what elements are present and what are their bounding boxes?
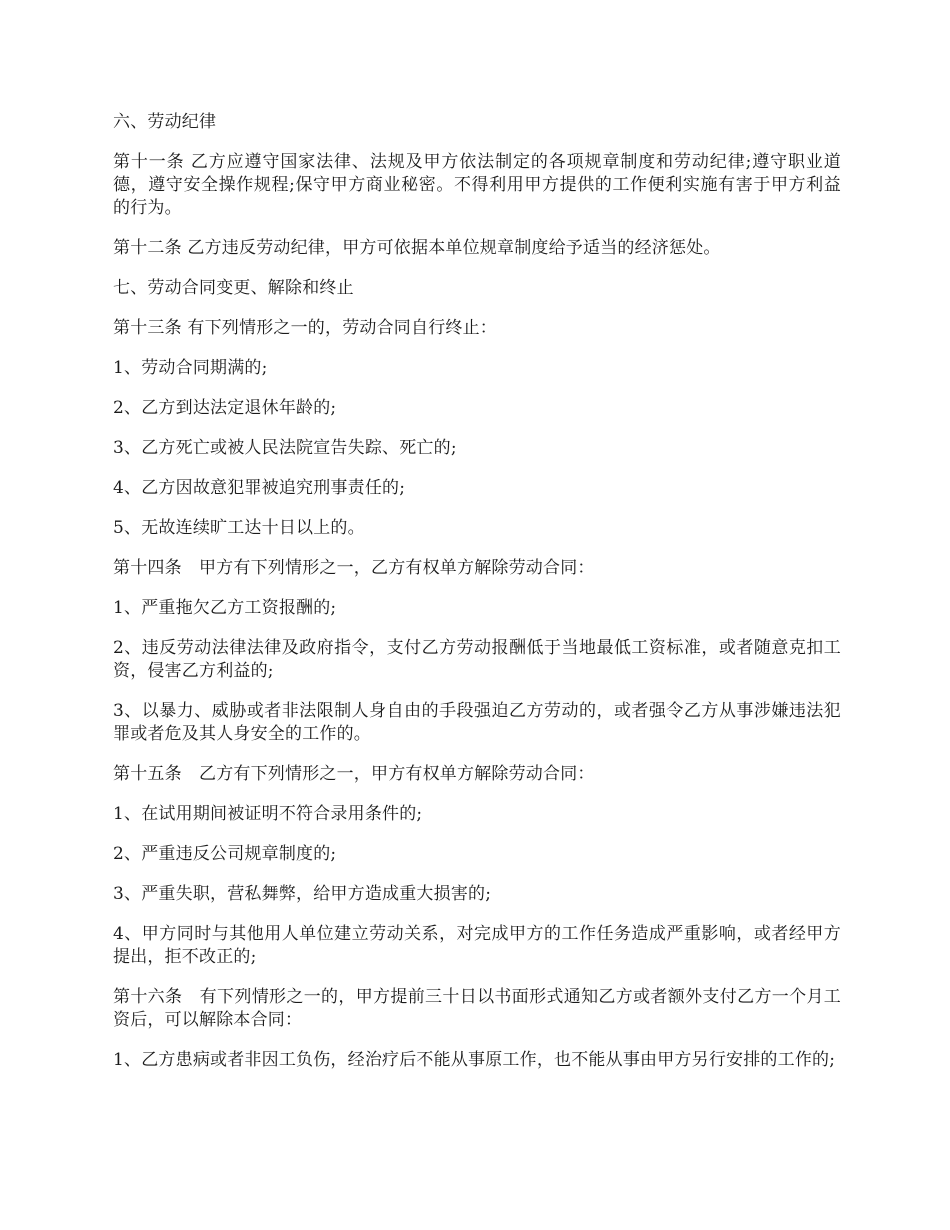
list-item: 5、无故连续旷工达十日以上的。 <box>113 518 365 538</box>
list-item: 3、以暴力、威胁或者非法限制人身自由的手段强迫乙方劳动的，或者强令乙方从事涉嫌违法犯罪或者危及其人身安全的工作的。 <box>113 701 841 744</box>
list-item: 1、劳动合同期满的; <box>113 358 268 378</box>
article-14: 第十四条 甲方有下列情形之一，乙方有权单方解除劳动合同： <box>113 558 595 578</box>
article-13: 第十三条 有下列情形之一的，劳动合同自行终止： <box>113 318 498 338</box>
list-item: 3、严重失职，营私舞弊，给甲方造成重大损害的; <box>113 884 492 904</box>
list-item: 1、在试用期间被证明不符合录用条件的; <box>113 804 423 824</box>
list-item: 4、乙方因故意犯罪被追究刑事责任的; <box>113 478 406 498</box>
list-item: 2、乙方到达法定退休年龄的; <box>113 398 337 418</box>
article-15: 第十五条 乙方有下列情形之一，甲方有权单方解除劳动合同： <box>113 764 595 784</box>
list-item: 2、违反劳动法律法律及政府指令，支付乙方劳动报酬低于当地最低工资标准，或者随意克扣工资，侵害乙方利益的; <box>113 638 841 681</box>
list-item: 4、甲方同时与其他用人单位建立劳动关系，对完成甲方的工作任务造成严重影响，或者经甲方提出，拒不改正的; <box>113 924 841 967</box>
list-item: 1、严重拖欠乙方工资报酬的; <box>113 598 337 618</box>
article-11: 第十一条 乙方应遵守国家法律、法规及甲方依法制定的各项规章制度和劳动纪律;遵守职业道德，遵守安全操作规程;保守甲方商业秘密。不得利用甲方提供的工作便利实施有害于甲方利益的行为。 <box>113 152 841 218</box>
list-item: 3、乙方死亡或被人民法院宣告失踪、死亡的; <box>113 438 457 458</box>
list-item: 2、严重违反公司规章制度的; <box>113 844 337 864</box>
article-12: 第十二条 乙方违反劳动纪律，甲方可依据本单位规章制度给予适当的经济惩处。 <box>113 238 721 258</box>
article-16: 第十六条 有下列情形之一的，甲方提前三十日以书面形式通知乙方或者额外支付乙方一个月工资后，可以解除本合同： <box>113 987 841 1030</box>
section-heading-contract-change: 七、劳动合同变更、解除和终止 <box>113 278 354 298</box>
section-heading-labor-discipline: 六、劳动纪律 <box>113 112 217 132</box>
document-body <box>113 111 841 1089</box>
list-item: 1、乙方患病或者非因工负伤，经治疗后不能从事原工作，也不能从事由甲方另行安排的工作的; <box>113 1050 836 1070</box>
